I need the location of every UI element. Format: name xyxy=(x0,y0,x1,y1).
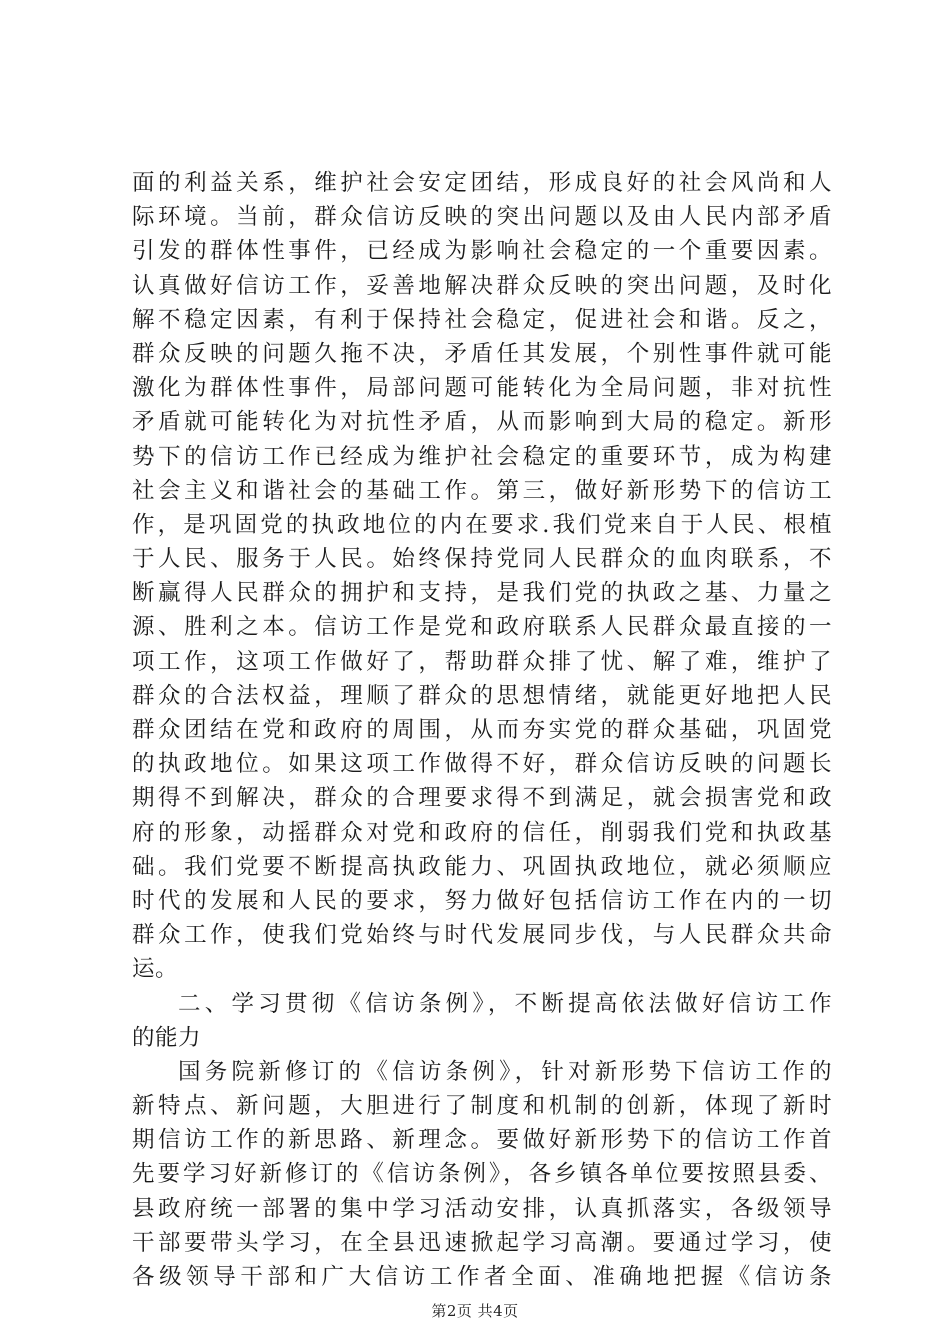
text-line: 的执政地位。如果这项工作做得不好，群众信访反映的问题长 xyxy=(132,751,832,778)
text-line: 社会主义和谐社会的基础工作。第三，做好新形势下的信访工 xyxy=(132,477,832,504)
text-line: 断赢得人民群众的拥护和支持，是我们党的执政之基、力量之 xyxy=(132,580,832,607)
text-line: 于人民、服务于人民。始终保持党同人民群众的血肉联系，不 xyxy=(132,546,832,573)
text-line: 群众工作，使我们党始终与时代发展同步伐，与人民群众共命 xyxy=(132,922,832,949)
text-line: 运。 xyxy=(132,956,179,983)
text-line: 期得不到解决，群众的合理要求得不到满足，就会损害党和政 xyxy=(132,785,832,812)
text-line: 群众团结在党和政府的周围，从而夯实党的群众基础，巩固党 xyxy=(132,717,832,743)
text-line: 际环境。当前，群众信访反映的突出问题以及由人民内部矛盾 xyxy=(132,204,832,231)
text-line: 矛盾就可能转化为对抗性矛盾，从而影响到大局的稳定。新形 xyxy=(132,409,832,436)
text-line: 作，是巩固党的执政地位的内在要求.我们党来自于人民、根植 xyxy=(132,511,832,538)
text-line: 势下的信访工作已经成为维护社会稳定的重要环节，成为构建 xyxy=(132,443,832,470)
text-line: 时代的发展和人民的要求，努力做好包括信访工作在内的一切 xyxy=(132,887,832,914)
page-number-footer: 第2页 共4页 xyxy=(431,1302,519,1320)
section-heading-line: 二、学习贯彻《信访条例》，不断提高依法做好信访工作 xyxy=(178,990,832,1017)
text-line: 引发的群体性事件，已经成为影响社会稳定的一个重要因素。 xyxy=(132,238,832,265)
text-line: 项工作，这项工作做好了，帮助群众排了忧、解了难，维护了 xyxy=(132,648,832,675)
text-line: 期信访工作的新思路、新理念。要做好新形势下的信访工作首 xyxy=(132,1127,832,1154)
text-line: 认真做好信访工作，妥善地解决群众反映的突出问题，及时化 xyxy=(132,272,832,299)
text-line: 县政府统一部署的集中学习活动安排，认真抓落实，各级领导 xyxy=(132,1195,832,1222)
text-line: 群众反映的问题久拖不决，矛盾任其发展，个别性事件就可能 xyxy=(132,340,832,367)
text-line: 激化为群体性事件，局部问题可能转化为全局问题，非对抗性 xyxy=(132,375,832,402)
text-line: 础。我们党要不断提高执政能力、巩固执政地位，就必须顺应 xyxy=(132,853,832,880)
text-line: 各级领导干部和广大信访工作者全面、准确地把握《信访条 xyxy=(132,1264,832,1290)
text-line: 源、胜利之本。信访工作是党和政府联系人民群众最直接的一 xyxy=(132,614,832,641)
text-line: 先要学习好新修订的《信访条例》，各乡镇各单位要按照县委、 xyxy=(132,1161,832,1188)
text-line: 国务院新修订的《信访条例》，针对新形势下信访工作的 xyxy=(178,1058,832,1085)
body-text xyxy=(132,166,832,1294)
text-line: 新特点、新问题，大胆进行了制度和机制的创新，体现了新时 xyxy=(132,1093,832,1120)
text-line: 府的形象，动摇群众对党和政府的信任，削弱我们党和执政基 xyxy=(132,819,832,846)
text-line: 群众的合法权益，理顺了群众的思想情绪，就能更好地把人民 xyxy=(132,682,832,709)
section-heading-line: 的能力 xyxy=(132,1024,202,1051)
text-line: 干部要带头学习，在全县迅速掀起学习高潮。要通过学习，使 xyxy=(132,1229,832,1256)
text-line: 解不稳定因素，有利于保持社会稳定，促进社会和谐。反之， xyxy=(132,306,832,333)
text-line: 面的利益关系，维护社会安定团结，形成良好的社会风尚和人 xyxy=(132,170,832,196)
